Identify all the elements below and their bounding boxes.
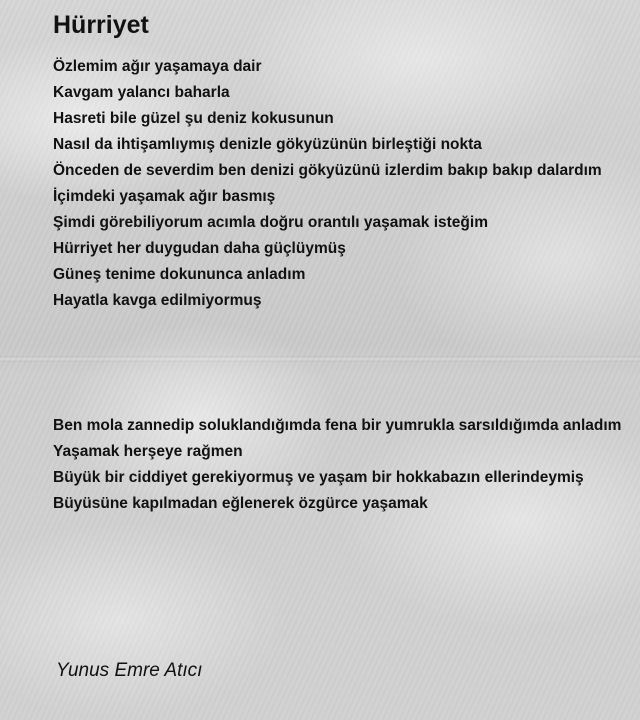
verse-line: Büyük bir ciddiyet gerekiyormuş ve yaşam bir hokkabazın ellerindeymiş [53, 469, 584, 486]
verse-line: Hürriyet her duygudan daha güçlüymüş [53, 240, 346, 257]
poet-name: Yunus Emre Atıcı [56, 660, 203, 681]
verse-line: Özlemim ağır yaşamaya dair [53, 58, 262, 75]
verse-line: Hayatla kavga edilmiyormuş [53, 292, 262, 309]
verse-line: İçimdeki yaşamak ağır basmış [53, 188, 276, 205]
verse-line: Nasıl da ihtişamlıymış denizle gökyüzünün birleştiği nokta [53, 136, 482, 153]
verse-line: Şimdi görebiliyorum acımla doğru orantılı yaşamak isteğim [53, 214, 488, 231]
verse-line: Hasreti bile güzel şu deniz kokusunun [53, 110, 334, 127]
verse-line: Ben mola zannedip soluklandığımda fena bir yumrukla sarsıldığımda anladım [53, 417, 622, 434]
verse-line: Güneş tenime dokununca anladım [53, 266, 306, 283]
stanza-2 [53, 413, 621, 517]
verse-line: Büyüsüne kapılmadan eğlenerek özgürce yaşamak [53, 495, 428, 512]
poem-title: Hürriyet [53, 11, 149, 39]
stanza-1 [53, 54, 602, 314]
verse-line: Önceden de severdim ben denizi gökyüzünü izlerdim bakıp bakıp dalardım [53, 162, 602, 179]
verse-line: Yaşamak herşeye rağmen [53, 443, 243, 460]
verse-line: Kavgam yalancı baharla [53, 84, 230, 101]
